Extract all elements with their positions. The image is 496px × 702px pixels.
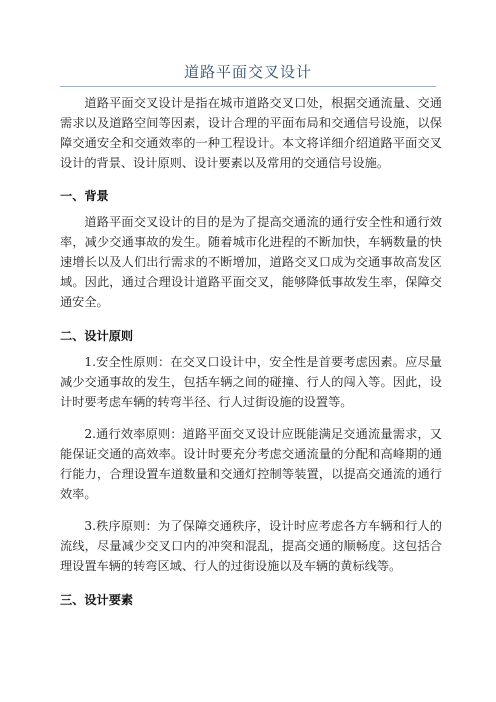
background-paragraph: 道路平面交叉设计的目的是为了提高交通流的通行安全性和通行效率，减少交通事故的发生。随着城市化进程的不断加快，车辆数量的快速增长以及人们出行需求的不断增加，道路交叉口成为交通事故高发区域。因此，通过合理设计道路平面交叉，能够降低事故发生率，保障交通安全。 (60, 215, 442, 309)
intro-paragraph: 道路平面交叉设计是指在城市道路交叉口处，根据交通流量、交通需求以及道路空间等因素，设计合理的平面布局和交通信号设施，以保障交通安全和交通效率的一种工程设计。本文将详细介绍道路平面交叉设计的背景、设计原则、设计要素以及常用的交通信号设施。 (60, 96, 442, 170)
section-heading-elements: 三、设计要素 (60, 593, 134, 607)
section-heading-background: 一、背景 (60, 189, 109, 203)
document-title: 道路平面交叉设计 (183, 63, 312, 81)
principle-safety-paragraph: 1.安全性原则：在交叉口设计中，安全性是首要考虑因素。应尽量减少交通事故的发生，包括车辆之间的碰撞、行人的闯入等。因此，设计时要考虑车辆的转弯半径、行人过街设施的设置等。 (60, 355, 442, 409)
title-divider (60, 86, 436, 87)
principle-efficiency-paragraph: 2.通行效率原则：道路平面交叉设计应既能满足交通流量需求，又能保证交通的高效率。设计时要充分考虑交通流量的分配和高峰期的通行能力，合理设置车道数量和交通灯控制等装置，以提高交通流的通行效率。 (60, 427, 442, 501)
document-body (60, 93, 442, 610)
section-heading-principles: 二、设计原则 (60, 329, 134, 343)
principle-order-paragraph: 3.秩序原则：为了保障交通秩序，设计时应考虑各方车辆和行人的流线，尽量减少交叉口内的冲突和混乱，提高交通的顺畅度。这包括合理设置车辆的转弯区域、行人的过街设施以及车辆的黄标线等。 (60, 519, 442, 573)
